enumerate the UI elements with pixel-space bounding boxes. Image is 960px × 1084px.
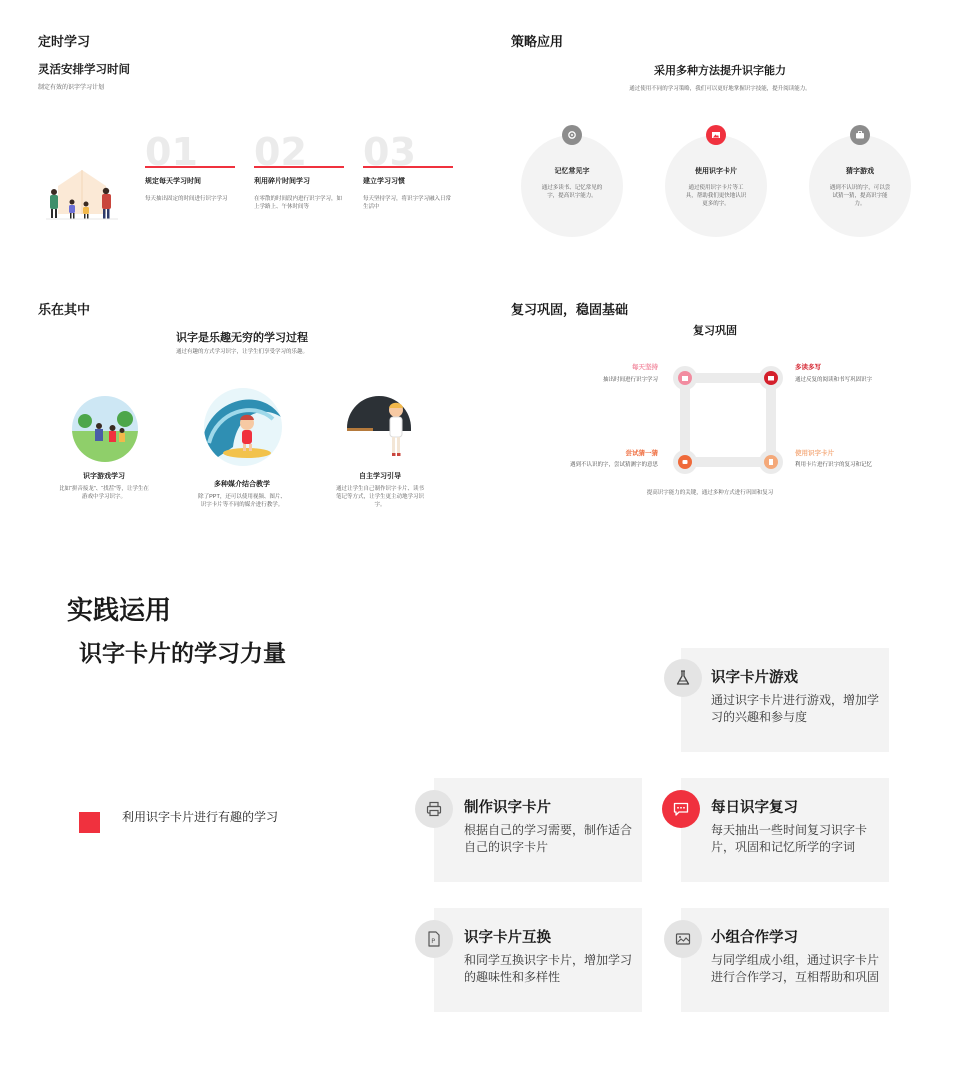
review-label: 尝试猜一猜 [625, 450, 658, 457]
step-title: 建立学习习惯 [363, 177, 405, 185]
card-title: 制作识字卡片 [464, 800, 551, 816]
surfer-illustration [203, 387, 283, 467]
family-illustration [42, 164, 122, 224]
document-icon [415, 920, 453, 958]
method-description: 除了PPT，还可以使用视频、图片、识字卡片等不同的媒介进行教学。 [198, 494, 286, 508]
children-playing-illustration [71, 395, 139, 463]
step-description: 每天坚持学习，将识字学习融入日常生活中 [363, 195, 452, 210]
chat-icon [662, 790, 700, 828]
flask-icon [664, 659, 702, 697]
strategy-description: 通过多读书、记忆常见的字，提高识字能力。 [541, 185, 603, 199]
card-title: 识字卡片游戏 [711, 670, 798, 686]
step-description: 每天抽出固定的时间进行识字学习 [145, 195, 228, 202]
step-description: 在零散的时间段内进行识字学习，如上学路上、午休时间等 [254, 195, 343, 210]
practice-card-2 [434, 778, 642, 882]
strategy-title: 记忆常见字 [554, 168, 590, 175]
strategy-circle-2 [665, 135, 767, 237]
step-number: 01 [145, 130, 198, 174]
review-node-4 [759, 450, 783, 474]
strategy-description: 遇到不认识的字，可以尝试猜一猜，提高识字能力。 [829, 185, 891, 207]
strategy-circle-1 [521, 135, 623, 237]
review-node-2 [759, 366, 783, 390]
review-text: 通过反复的阅读和书写巩固识字 [795, 377, 873, 383]
step-number: 03 [363, 130, 416, 174]
slide4-subtitle: 复习巩固 [693, 325, 737, 337]
strategy-title: 使用识字卡片 [695, 168, 737, 175]
svg-text:P: P [431, 937, 436, 945]
method-description: 比如“拼音接龙”、“找茬”等，让学生在游戏中学习识字。 [59, 486, 149, 500]
card-description: 每天抽出一些时间复习识字卡片，巩固和记忆所学的字词 [711, 823, 868, 854]
slide4-title: 复习巩固，稳固基础 [511, 302, 629, 317]
step-title: 利用碎片时间学习 [254, 177, 310, 185]
slide1-title: 定时学习 [38, 34, 91, 49]
card-description: 通过识字卡片进行游戏，增加学习的兴趣和参与度 [711, 693, 880, 724]
method-title: 多种媒介结合教学 [214, 481, 270, 488]
printer-icon [415, 790, 453, 828]
step-2 [254, 132, 346, 211]
step-3 [363, 132, 455, 211]
student-blackboard-illustration [346, 395, 412, 461]
card-description: 和同学互换识字卡片，增加学习的趣味性和多样性 [464, 953, 633, 984]
card-title: 小组合作学习 [711, 930, 798, 946]
strategy-circle-3 [809, 135, 911, 237]
step-1 [145, 132, 237, 203]
review-label: 多读多写 [795, 364, 821, 371]
practice-card-5 [681, 908, 889, 1012]
fun-method-3 [335, 471, 425, 509]
method-description: 通过让学生自己制作识字卡片、读书笔记等方式，让学生更主动地学习识字。 [335, 486, 424, 508]
card-description: 与同学组成小组，通过识字卡片进行合作学习，互相帮助和巩固 [711, 953, 880, 984]
review-text: 利用卡片进行识字的复习和记忆 [795, 462, 873, 468]
slide2-title: 策略应用 [511, 34, 564, 49]
slide5-note: 利用识字卡片进行有趣的学习 [122, 810, 279, 824]
step-title: 规定每天学习时间 [145, 177, 201, 185]
idea-icon [678, 455, 692, 469]
card-title: 识字卡片互换 [464, 930, 551, 946]
step-number: 02 [254, 130, 307, 174]
slide2-subtitle: 采用多种方法提升识字能力 [654, 65, 786, 77]
practice-card-1 [681, 648, 889, 752]
method-title: 识字游戏学习 [83, 473, 125, 480]
fun-method-1 [59, 471, 149, 501]
practice-card-3 [681, 778, 889, 882]
review-text: 遇到不认识的字，尝试猜测字的意思 [569, 462, 658, 468]
calendar-icon [678, 371, 692, 385]
strategy-title: 猜字游戏 [846, 168, 874, 175]
method-title: 自主学习引导 [359, 473, 401, 480]
card-icon [764, 455, 778, 469]
slide4-footer: 提高识字能力的关键，通过多种方式进行巩固和复习 [646, 490, 774, 496]
book-icon [764, 371, 778, 385]
review-label: 每天坚持 [632, 364, 658, 371]
strategy-description: 通过使用识字卡片等工具，帮助我们更快地认识更多的字。 [685, 185, 747, 207]
slide5-title: 实践运用 [67, 595, 172, 625]
review-label: 使用识字卡片 [795, 450, 834, 457]
pin-icon [562, 125, 582, 145]
slide1-description: 制定有效的识字学习计划 [38, 85, 105, 91]
accent-square [79, 812, 100, 833]
slide1-subtitle: 灵活安排学习时间 [38, 64, 130, 76]
practice-card-4 [434, 908, 642, 1012]
briefcase-icon [850, 125, 870, 145]
slide3-title: 乐在其中 [38, 302, 91, 317]
picture-icon [664, 920, 702, 958]
review-text: 抽出时间进行识字学习 [602, 377, 658, 383]
image-icon [706, 125, 726, 145]
slide3-description: 通过有趣的方式学习识字，让学生们享受学习的乐趣。 [175, 349, 308, 355]
fun-method-2 [197, 479, 287, 509]
slide2-description: 通过使用不同的学习策略，我们可以更好地掌握识字技能，提升阅读能力。 [629, 86, 811, 92]
card-title: 每日识字复习 [711, 800, 798, 816]
review-node-1 [673, 366, 697, 390]
slide5-subtitle: 识字卡片的学习力量 [79, 640, 286, 666]
slide3-subtitle: 识字是乐趣无穷的学习过程 [176, 332, 308, 344]
review-node-3 [673, 450, 697, 474]
card-description: 根据自己的学习需要，制作适合自己的识字卡片 [464, 823, 633, 854]
